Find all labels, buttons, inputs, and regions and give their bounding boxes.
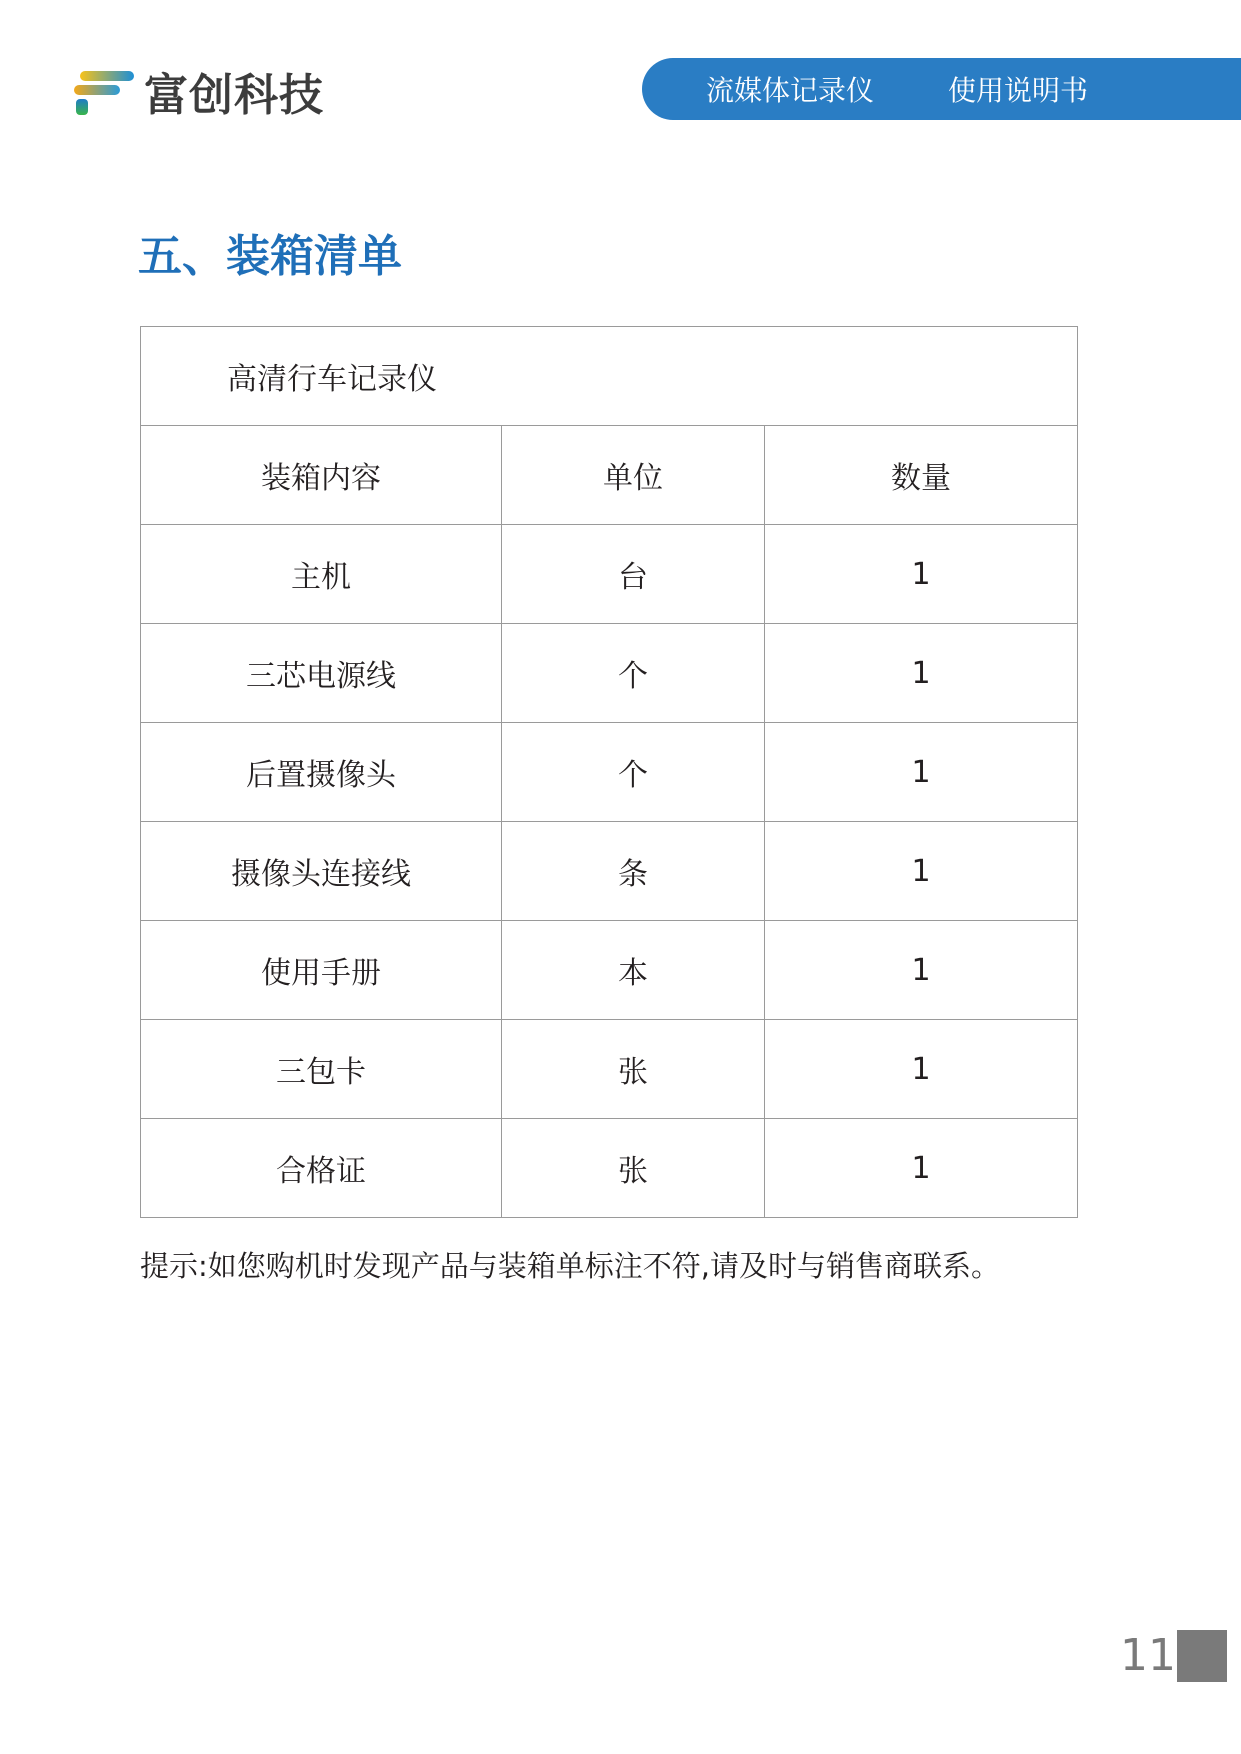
- table-row: [141, 1119, 1078, 1218]
- table-row: [141, 624, 1078, 723]
- header-doc-type: 使用说明书: [948, 74, 1089, 107]
- item-quantity: 1: [765, 921, 1078, 1020]
- packing-list-table: [140, 326, 1078, 1218]
- item-unit: 本: [502, 921, 765, 1020]
- header-band: [642, 58, 1241, 120]
- product-row: [141, 327, 1078, 426]
- page-number: 11: [1120, 1630, 1176, 1681]
- item-unit: 张: [502, 1119, 765, 1218]
- table-row: [141, 822, 1078, 921]
- item-name: 三包卡: [141, 1020, 502, 1119]
- item-name: 后置摄像头: [141, 723, 502, 822]
- header-product-title: 流媒体记录仪: [706, 74, 875, 107]
- item-name: 合格证: [141, 1119, 502, 1218]
- product-name: 高清行车记录仪: [141, 327, 1078, 426]
- f-stripes-logo-icon: [72, 65, 136, 117]
- header-quantity: 数量: [765, 426, 1078, 525]
- table-row: [141, 525, 1078, 624]
- company-name: 富创科技: [144, 70, 324, 121]
- item-unit: 台: [502, 525, 765, 624]
- table-row: [141, 723, 1078, 822]
- item-quantity: 1: [765, 525, 1078, 624]
- item-unit: 个: [502, 624, 765, 723]
- item-quantity: 1: [765, 1119, 1078, 1218]
- section-title: 五、装箱清单: [138, 231, 402, 282]
- item-quantity: 1: [765, 1020, 1078, 1119]
- item-quantity: 1: [765, 723, 1078, 822]
- table-row: [141, 921, 1078, 1020]
- item-name: 三芯电源线: [141, 624, 502, 723]
- item-quantity: 1: [765, 624, 1078, 723]
- item-name: 主机: [141, 525, 502, 624]
- company-logo: [72, 60, 324, 122]
- item-name: 使用手册: [141, 921, 502, 1020]
- table-row: [141, 1020, 1078, 1119]
- item-unit: 个: [502, 723, 765, 822]
- item-unit: 条: [502, 822, 765, 921]
- item-name: 摄像头连接线: [141, 822, 502, 921]
- page-marker-block: [1177, 1630, 1227, 1682]
- item-unit: 张: [502, 1020, 765, 1119]
- header-unit: 单位: [502, 426, 765, 525]
- header-content: 装箱内容: [141, 426, 502, 525]
- packing-note: 提示:如您购机时发现产品与装箱单标注不符,请及时与销售商联系。: [140, 1249, 1000, 1283]
- item-quantity: 1: [765, 822, 1078, 921]
- table-header-row: [141, 426, 1078, 525]
